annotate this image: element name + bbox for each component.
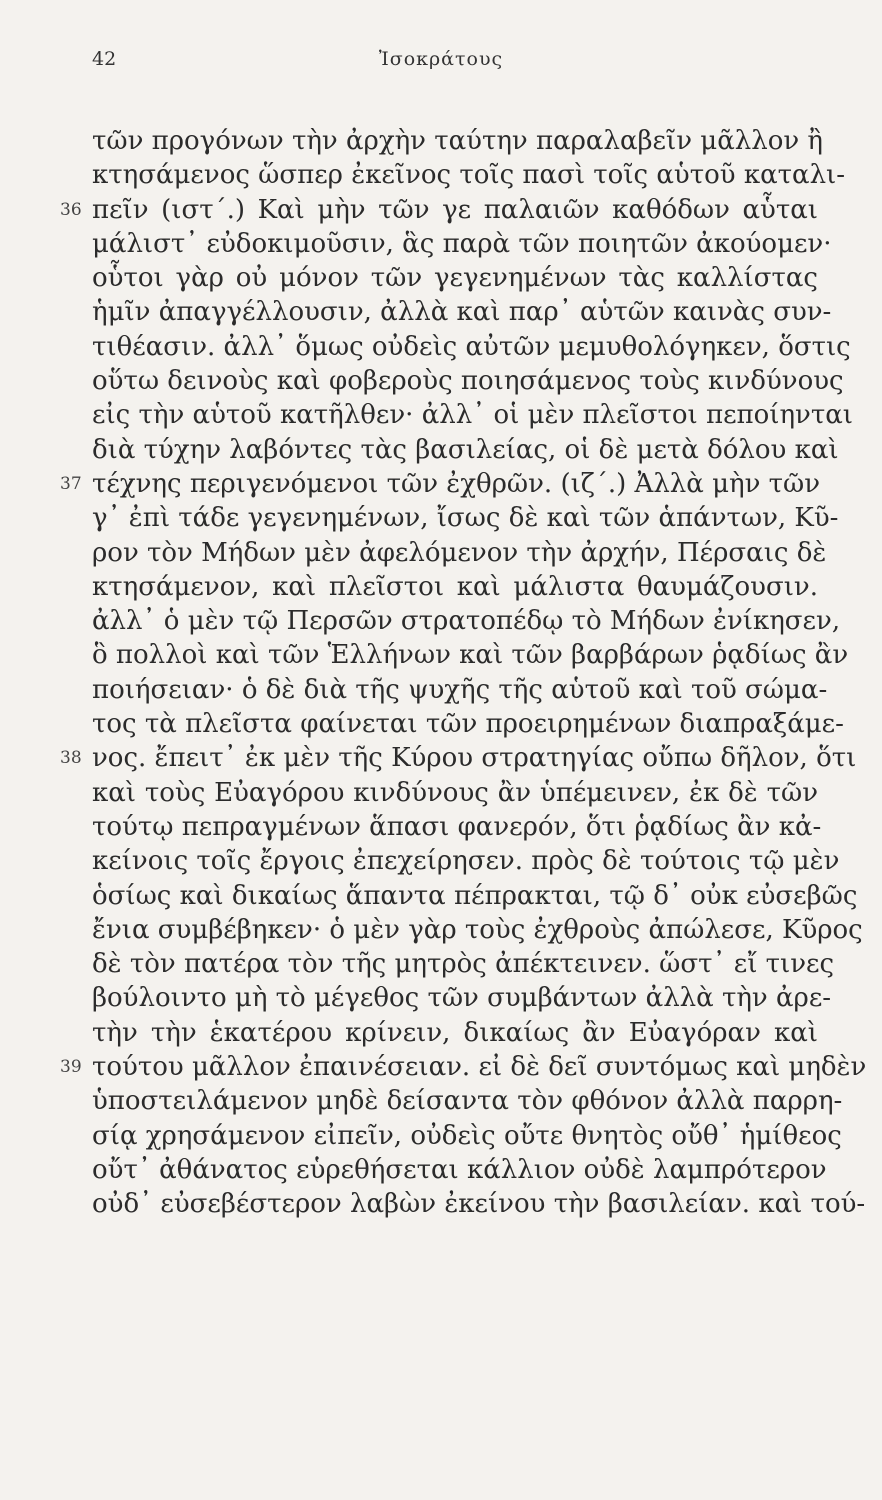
text-line	[60, 1187, 866, 1221]
page-number: 42	[92, 48, 117, 70]
line-text: τος τὰ πλεῖστα φαίνεται τῶν προειρημένων διαπραξάμε-	[92, 709, 844, 740]
line-text: τέχνης περιγενόμενοι τῶν ἐχθρῶν. (ιζ΄.) Ἀλλὰ μὴν τῶν	[92, 468, 821, 499]
line-text: ὑποστειλάμενον μηδὲ δείσαντα τὸν φθόνον ἀλλὰ παρρη-	[92, 1086, 843, 1117]
line-text: βούλοιντο μὴ τὸ μέγεθος τῶν συμβάντων ἀλλὰ τὴν ἀρε-	[92, 983, 832, 1014]
text-line	[60, 1016, 840, 1050]
line-text: ποιήσειαν· ὁ δὲ διὰ τῆς ψυχῆς τῆς αὑτοῦ καὶ τοῦ σώμα-	[92, 674, 828, 705]
text-line	[60, 673, 840, 707]
line-text: οὔτ᾽ ἀθάνατος εὑρεθήσεται κάλλιον οὐδὲ λαμπρότερον	[92, 1154, 827, 1185]
line-text: ἡμῖν ἀπαγγέλλουσιν, ἀλλὰ καὶ παρ᾽ αὑτῶν καινὰς συν-	[92, 297, 832, 328]
line-text: τούτου μᾶλλον ἐπαινέσειαν. εἰ δὲ δεῖ συντόμως καὶ μηδὲν	[92, 1052, 867, 1083]
text-line	[60, 1153, 840, 1187]
text-line	[60, 741, 857, 775]
text-line	[60, 193, 840, 227]
line-text: ἔνια συμβέβηκεν· ὁ μὲν γὰρ τοὺς ἐχθροὺς ἀπώλεσε, Κῦρος	[92, 914, 863, 945]
line-text: ὁσίως καὶ δικαίως ἅπαντα πέπρακται, τῷ δ᾽ οὐκ εὐσεβῶς	[92, 880, 858, 911]
text-line	[60, 227, 840, 261]
running-title: Ἰσοκράτους	[378, 48, 504, 70]
text-line	[60, 398, 853, 432]
text-line	[60, 261, 840, 295]
text-line	[60, 707, 844, 741]
text-line	[60, 1119, 840, 1153]
section-number: 37	[60, 473, 82, 494]
text-line	[60, 1084, 843, 1118]
text-line	[60, 638, 849, 672]
line-text: ἀλλ᾽ ὁ μὲν τῷ Περσῶν στρατοπέδῳ τὸ Μήδων ἐνίκησεν,	[92, 606, 841, 637]
section-number: 39	[60, 1057, 82, 1078]
text-line	[60, 879, 858, 913]
section-number: 38	[60, 748, 82, 769]
text-line	[60, 810, 840, 844]
text-line	[60, 433, 840, 467]
text-line	[60, 501, 840, 535]
line-text: εἰς τὴν αὑτοῦ κατῆλθεν· ἀλλ᾽ οἱ μὲν πλεῖστοι πεποίηνται	[92, 400, 853, 431]
line-text: νος. ἔπειτ᾽ ἐκ μὲν τῆς Κύρου στρατηγίας οὔπω δῆλον, ὅτι	[92, 743, 857, 774]
text-line	[60, 158, 846, 192]
text-line	[60, 124, 840, 158]
line-text: τιθέασιν. ἀλλ᾽ ὅμως οὐδεὶς αὐτῶν μεμυθολόγηκεν, ὅστις	[92, 331, 851, 362]
line-text: διὰ τύχην λαβόντες τὰς βασιλείας, οἱ δὲ μετὰ δόλου καὶ	[92, 434, 839, 465]
text-line	[60, 467, 840, 501]
text-line	[60, 536, 840, 570]
line-text: δὲ τὸν πατέρα τὸν τῆς μητρὸς ἀπέκτεινεν. ὥστ᾽ εἴ τινες	[92, 949, 835, 980]
line-text: γ᾽ ἐπὶ τάδε γεγενημένων, ἴσως δὲ καὶ τῶν ἁπάντων, Κῦ-	[92, 503, 839, 534]
line-text: καὶ τοὺς Εὐαγόρου κινδύνους ἂν ὑπέμεινεν, ἐκ δὲ τῶν	[92, 777, 818, 808]
text-line	[60, 330, 851, 364]
line-text: οὕτω δεινοὺς καὶ φοβεροὺς ποιησάμενος τοὺς κινδύνους	[92, 366, 844, 397]
text-line	[60, 604, 840, 638]
text-line	[60, 364, 844, 398]
text-line	[60, 947, 840, 981]
page-header	[0, 48, 882, 78]
text-line	[60, 570, 840, 604]
text-line	[60, 1050, 867, 1084]
section-number: 36	[60, 199, 82, 220]
line-text: ὃ πολλοὶ καὶ τῶν Ἑλλήνων καὶ τῶν βαρβάρων ῥᾳδίως ἂν	[92, 640, 849, 671]
line-text: κείνοις τοῖς ἔργοις ἐπεχείρησεν. πρὸς δὲ τούτοις τῷ μὲν	[92, 846, 840, 877]
text-line	[60, 776, 840, 810]
line-text: τούτῳ πεπραγμένων ἅπασι φανερόν, ὅτι ῥᾳδίως ἂν κἀ-	[92, 811, 822, 842]
line-text: κτησάμενος ὥσπερ ἐκεῖνος τοῖς πασὶ τοῖς αὑτοῦ καταλι-	[92, 160, 846, 191]
line-text: ρον τὸν Μήδων μὲν ἀφελόμενον τὴν ἀρχήν, Πέρσαις δὲ	[92, 537, 827, 568]
text-line	[60, 913, 863, 947]
text-line	[60, 295, 840, 329]
line-text: οὐδ᾽ εὐσεβέστερον λαβὼν ἐκείνου τὴν βασιλείαν. καὶ τού-	[92, 1189, 866, 1220]
line-text: σίᾳ χρησάμενον εἰπεῖν, οὐδεὶς οὔτε θνητὸς οὔθ᾽ ἡμίθεος	[92, 1120, 842, 1151]
line-text: πεῖν (ιστ΄.) Καὶ μὴν τῶν γε παλαιῶν καθόδων αὗται	[92, 194, 818, 225]
body-text	[60, 124, 867, 1222]
text-line	[60, 981, 840, 1015]
line-text: κτησάμενον, καὶ πλεῖστοι καὶ μάλιστα θαυμάζουσιν.	[92, 571, 818, 602]
line-text: τῶν προγόνων τὴν ἀρχὴν ταύτην παραλαβεῖν μᾶλλον ἢ	[92, 126, 824, 156]
text-line	[60, 844, 840, 878]
line-text: οὗτοι γὰρ οὐ μόνον τῶν γεγενημένων τὰς καλλίστας	[92, 263, 818, 294]
line-text: τὴν τὴν ἑκατέρου κρίνειν, δικαίως ἂν Εὐαγόραν καὶ	[92, 1017, 818, 1048]
line-text: μάλιστ᾽ εὐδοκιμοῦσιν, ἃς παρὰ τῶν ποιητῶν ἀκούομεν·	[92, 228, 832, 259]
